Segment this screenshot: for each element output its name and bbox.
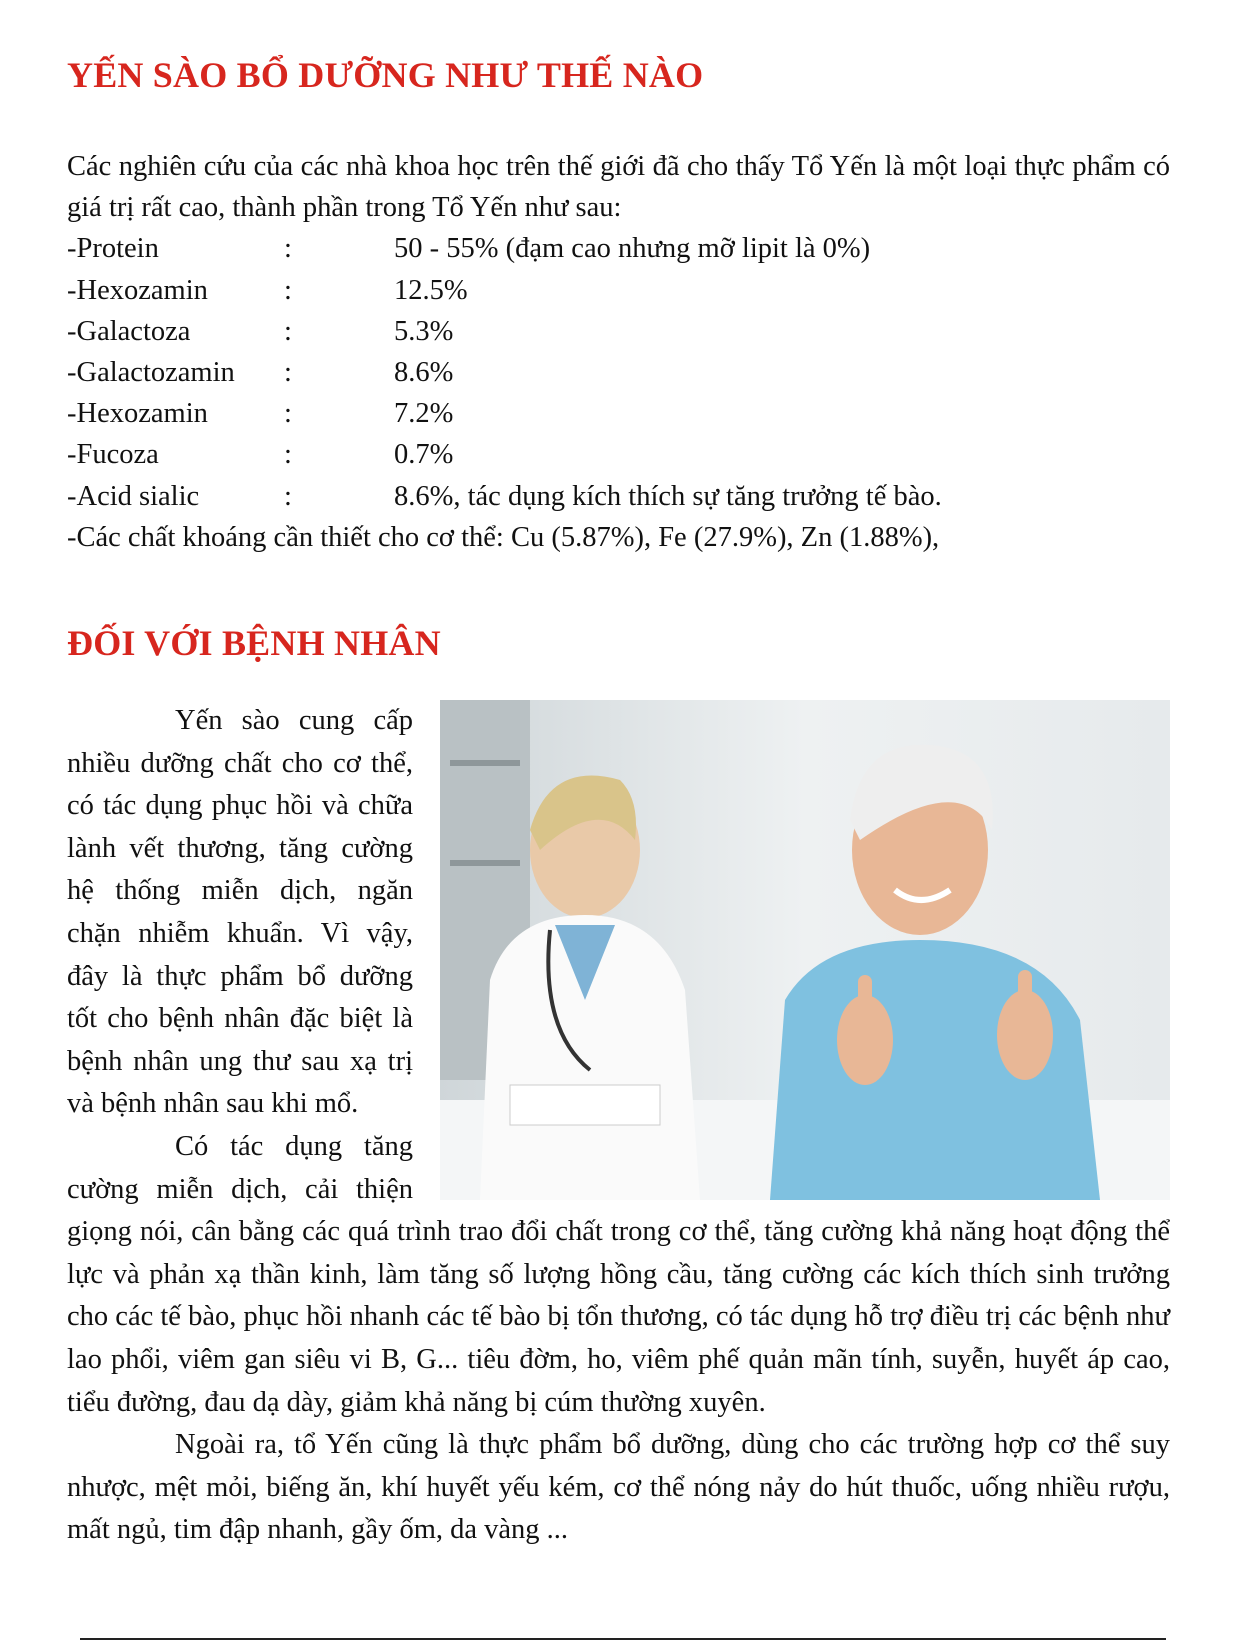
component-sep: :: [284, 439, 292, 471]
doctor-patient-photo: [440, 700, 1170, 1200]
component-name: -Hexozamin: [67, 398, 208, 430]
component-sep: :: [284, 356, 292, 388]
component-value: 0.7%: [394, 439, 454, 471]
component-row: [67, 434, 1170, 475]
component-name: -Galactozamin: [67, 356, 235, 388]
component-sep: :: [284, 398, 292, 430]
component-value: 12.5%: [394, 274, 468, 306]
component-value: 8.6%: [394, 356, 454, 388]
intro-paragraph: Các nghiên cứu của các nhà khoa học trên thế giới đã cho thấy Tổ Yến là một loại thực phẩm có giá trị rất cao, thành phần trong Tổ Yến như sau:: [67, 151, 1170, 224]
component-row: [67, 311, 1170, 352]
component-row: [67, 352, 1170, 393]
component-row: [67, 270, 1170, 311]
component-row: [67, 393, 1170, 434]
component-name: -Protein: [67, 233, 159, 265]
component-name: -Galactoza: [67, 315, 191, 347]
component-value: 7.2%: [394, 398, 454, 430]
component-row: [67, 476, 1170, 517]
components-list: [67, 228, 1170, 516]
footer-divider: [80, 1638, 1166, 1640]
component-name: -Fucoza: [67, 439, 159, 471]
component-value: 5.3%: [394, 315, 454, 347]
patients-paragraph: Có tác dụng tăng cường miễn dịch, cải thiện giọng nói, cân bằng các quá trình trao đổi chất trong cơ thể, tăng cường khả năng hoạt động thể lực và phản xạ thần kinh, làm tăng số lượng hồng cầu, tăng cường các kích thích sinh trưởng cho các tế bào, phục hồi nhanh các tế bào bị tổn thương, có tác dụng hỗ trợ điều trị các bệnh như lao phổi, viêm gan siêu vi B, G... tiêu đờm, ho, viêm phế quản mãn tính, suyễn, huyết áp cao, tiểu đường, đau dạ dày, giảm khả năng bị cúm thường xuyên.: [67, 1130, 1170, 1418]
component-name: -Acid sialic: [67, 480, 200, 512]
component-row: [67, 228, 1170, 269]
component-sep: :: [284, 274, 292, 306]
component-sep: :: [284, 233, 292, 265]
patients-section: [67, 700, 1170, 1552]
component-value: 8.6%, tác dụng kích thích sự tăng trưởng tế bào.: [394, 480, 942, 512]
nutrition-section: [67, 146, 1170, 558]
section-title-nutrition: YẾN SÀO BỔ DƯỠNG NHƯ THẾ NÀO: [67, 55, 704, 95]
component-name: -Hexozamin: [67, 274, 208, 306]
component-sep: :: [284, 315, 292, 347]
patients-paragraph: Ngoài ra, tổ Yến cũng là thực phẩm bổ dưỡng, dùng cho các trường hợp cơ thể suy nhược, mệt mỏi, biếng ăn, khí huyết yếu kém, cơ thể nóng nảy do hút thuốc, uống nhiều rượu, mất ngủ, tim đập nhanh, gầy ốm, da vàng ...: [67, 1429, 1170, 1546]
minerals-line: -Các chất khoáng cần thiết cho cơ thể: Cu (5.87%), Fe (27.9%), Zn (1.88%),: [67, 521, 940, 553]
component-sep: :: [284, 480, 292, 512]
component-value: 50 - 55% (đạm cao nhưng mỡ lipit là 0%): [394, 233, 871, 265]
patients-paragraph: Yến sào cung cấp nhiều dưỡng chất cho cơ thể, có tác dụng phục hồi và chữa lành vết thương, tăng cường hệ thống miễn dịch, ngăn chặn nhiễm khuẩn. Vì vậy, đây là thực phẩm bổ dưỡng tốt cho bệnh nhân đặc biệt là bệnh nhân ung thư sau xạ trị và bệnh nhân sau khi mổ.: [67, 705, 413, 1120]
section-title-patients: ĐỐI VỚI BỆNH NHÂN: [67, 623, 441, 663]
